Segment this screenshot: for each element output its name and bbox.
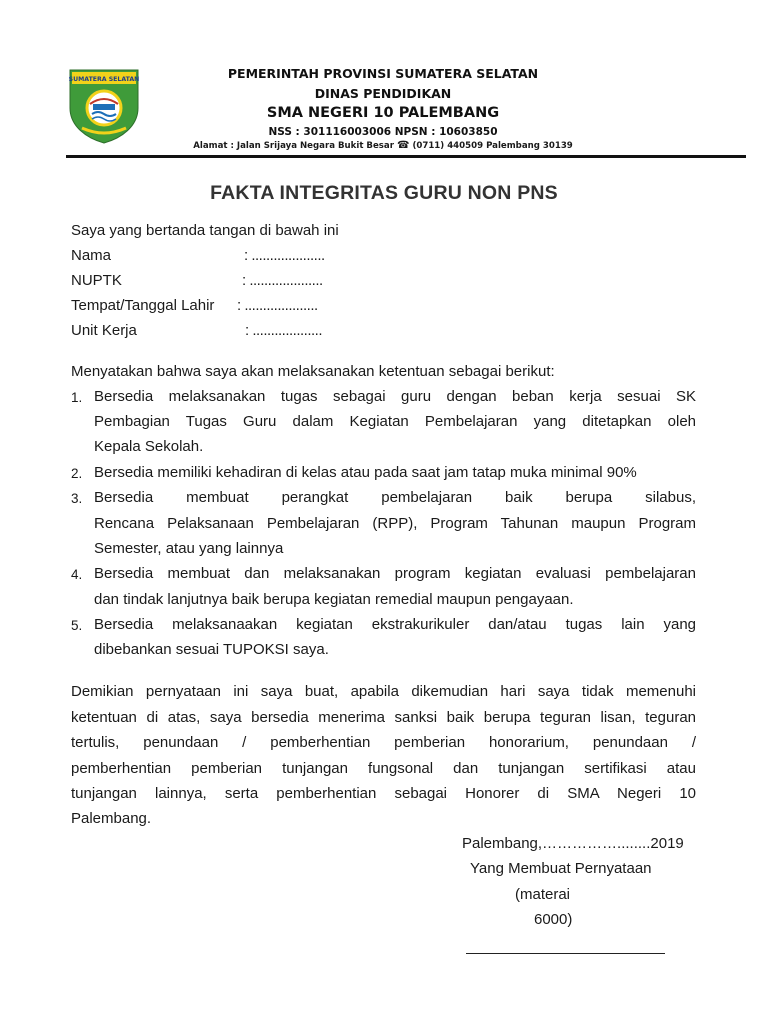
item-number: 5. — [71, 618, 83, 633]
item-line: Bersedia memiliki kehadiran di kelas atau pada saat jam tatap muka minimal 90% — [94, 464, 637, 481]
letterhead-divider — [66, 155, 746, 158]
field-value-unit: : ................... — [245, 322, 323, 339]
signature-place-date: Palembang,……………........2019 — [462, 835, 684, 852]
item-number: 3. — [71, 491, 83, 506]
letterhead-address — [120, 140, 646, 151]
item-number: 2. — [71, 466, 83, 481]
item-line: Bersedia melaksanakan tugas sebagai guru dengan beban kerja sesuai SK — [94, 388, 696, 405]
address-phone: (0711) 440509 Palembang 30139 — [412, 141, 573, 151]
item-line: Kepala Sekolah. — [94, 438, 204, 455]
item-line: Bersedia melaksanaakan kegiatan ekstrakurikuler dan/atau tugas lain yang — [94, 616, 696, 633]
item-line: Pembagian Tugas Guru dalam Kegiatan Pembelajaran yang ditetapkan oleh — [94, 413, 696, 430]
stamp-value: 6000) — [534, 911, 573, 928]
closing-line: tertulis, penundaan / pemberhentian pemberian honorarium, penundaan / — [71, 734, 696, 751]
item-line: Bersedia membuat dan melaksanakan program kegiatan evaluasi pembelajaran — [94, 565, 696, 582]
field-value-nama: : .................... — [244, 247, 325, 264]
signature-maker-label: Yang Membuat Pernyataan — [470, 860, 652, 877]
statement-intro: Menyatakan bahwa saya akan melaksanakan ketentuan sebagai berikut: — [71, 363, 555, 380]
closing-line: ketentuan di atas, saya bersedia menerima sanksi baik berupa teguran lisan, teguran — [71, 709, 696, 726]
closing-line: Demikian pernyataan ini saya buat, apabila dikemudian hari saya tidak memenuhi — [71, 683, 696, 700]
item-number: 1. — [71, 390, 83, 405]
field-label-birth: Tempat/Tanggal Lahir — [71, 297, 215, 314]
item-line: Rencana Pelaksanaan Pembelajaran (RPP), Program Tahunan maupun Program — [94, 515, 696, 532]
item-line: Bersedia membuat perangkat pembelajaran baik berupa silabus, — [94, 489, 696, 506]
address-street: Alamat : Jalan Srijaya Negara Bukit Besar — [193, 141, 394, 151]
item-line: dan tindak lanjutnya baik berupa kegiatan remedial maupun pengayaan. — [94, 591, 574, 608]
stamp-label: (materai — [515, 886, 571, 903]
document-title: FAKTA INTEGRITAS GURU NON PNS — [210, 182, 558, 204]
logo-text: SUMATERA SELATAN — [68, 76, 140, 83]
signature-line — [466, 953, 665, 954]
closing-line: Palembang. — [71, 810, 152, 827]
intro-text: Saya yang bertanda tangan di bawah ini — [71, 222, 339, 239]
closing-line: pemberhentian pemberian tunjangan fungsonal dan tunjangan sertifikasi atau — [71, 760, 696, 777]
field-label-nuptk: NUPTK — [71, 272, 122, 289]
telephone-icon: ☎ — [396, 140, 410, 151]
sumatera-selatan-emblem-logo — [66, 64, 142, 144]
field-value-birth: : .................... — [237, 297, 318, 314]
field-label-nama: Nama — [71, 247, 112, 264]
closing-line: tunjangan lainnya, serta pemberhentian sebagai Honorer di SMA Negeri 10 — [71, 785, 696, 802]
item-line: Semester, atau yang lainnya — [94, 540, 284, 557]
letterhead-government: PEMERINTAH PROVINSI SUMATERA SELATAN — [227, 66, 539, 81]
field-value-nuptk: : .................... — [242, 272, 323, 289]
letterhead-school-name: SMA NEGERI 10 PALEMBANG — [266, 105, 500, 121]
item-number: 4. — [71, 567, 83, 582]
item-line: dibebankan sesuai TUPOKSI saya. — [94, 641, 329, 658]
letterhead-department: DINAS PENDIDIKAN — [314, 86, 452, 101]
field-label-unit: Unit Kerja — [71, 322, 137, 339]
letterhead-nss-npsn: NSS : 301116003006 NPSN : 10603850 — [268, 126, 498, 138]
